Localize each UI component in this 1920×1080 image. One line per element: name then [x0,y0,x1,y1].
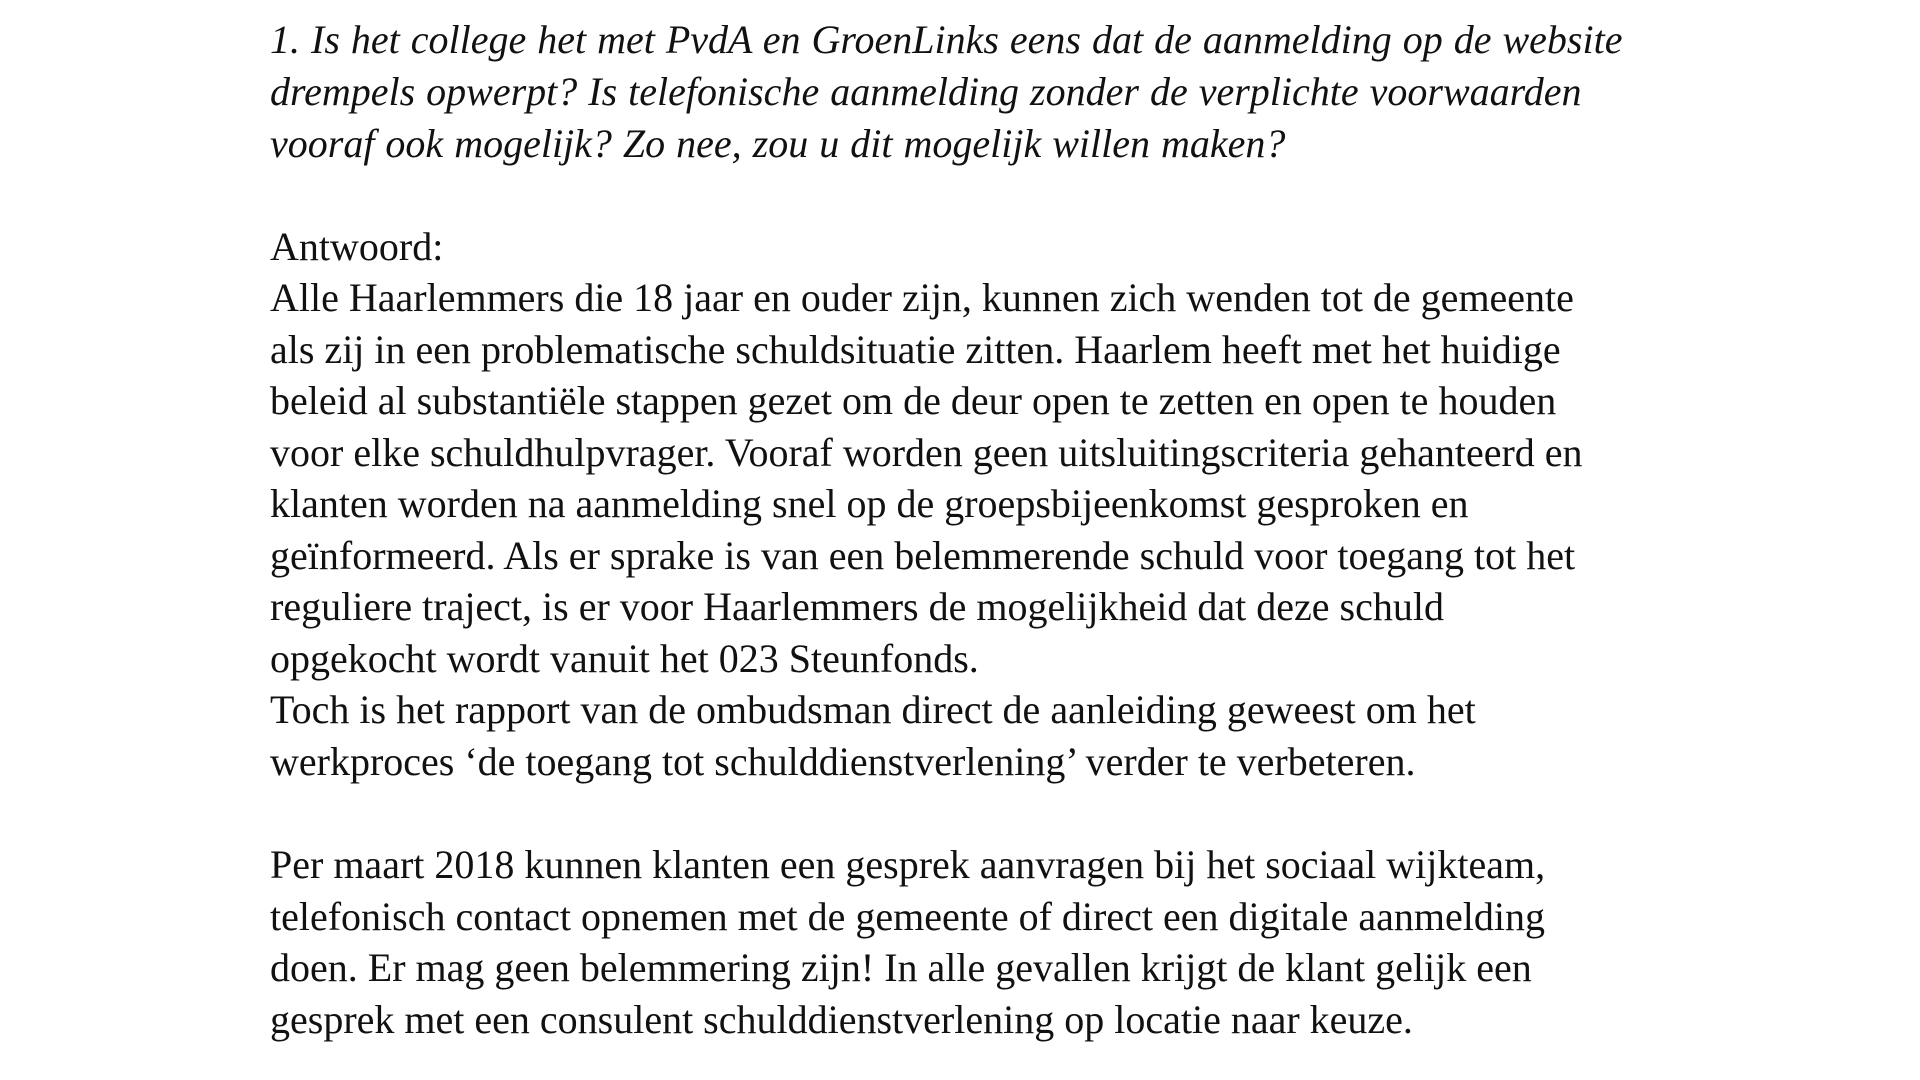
spacer [270,787,1790,839]
document-content [270,14,1790,1045]
answer-line: doen. Er mag geen belemmering zijn! In alle gevallen krijgt de klant gelijk een [270,945,1532,990]
answer-line: opgekocht wordt vanuit het 023 Steunfonds. [270,635,979,681]
answer-line: werkproces ‘de toegang tot schulddienstverlening’ verder te verbeteren. [270,738,1416,784]
answer-line: telefonisch contact opnemen met de gemeente of direct een digitale aanmelding [270,893,1546,939]
answer-line: beleid al substantiële stappen gezet om de deur open te zetten en open te houden [270,378,1557,423]
question-text [270,14,1790,170]
answer-paragraph-2 [270,684,1790,787]
answer-line: Alle Haarlemmers die 18 jaar en ouder zijn, kunnen zich wenden tot de gemeente [270,275,1574,320]
answer-line: als zij in een problematische schuldsituatie zitten. Haarlem heeft met het huidige [270,326,1561,372]
answer-paragraph-3 [270,839,1790,1045]
answer-line: Per maart 2018 kunnen klanten een gesprek aanvragen bij het sociaal wijkteam, [270,842,1546,887]
question-line: 1. Is het college het met PvdA en GroenLinks eens dat de aanmelding op de website [270,17,1623,62]
answer-line: voor elke schuldhulpvrager. Vooraf worden geen uitsluitingscriteria gehanteerd en [270,429,1583,475]
answer-label: Antwoord: [270,224,444,269]
answer-line: klanten worden na aanmelding snel op de groepsbijeenkomst gesproken en [270,481,1469,526]
spacer [270,170,1790,222]
question-line: vooraf ook mogelijk? Zo nee, zou u dit mogelijk willen maken? [270,121,1286,166]
answer-line: gesprek met een consulent schulddienstverlening op locatie naar keuze. [270,996,1413,1042]
answer-line: reguliere traject, is er voor Haarlemmers de mogelijkheid dat deze schuld [270,584,1444,629]
answer-paragraph-1 [270,272,1790,684]
answer-line: geïnformeerd. Als er sprake is van een belemmerende schuld voor toegang tot het [270,532,1576,578]
question-line: drempels opwerpt? Is telefonische aanmelding zonder de verplichte voorwaarden [270,69,1582,114]
answer-line: Toch is het rapport van de ombudsman direct de aanleiding geweest om het [270,687,1476,732]
